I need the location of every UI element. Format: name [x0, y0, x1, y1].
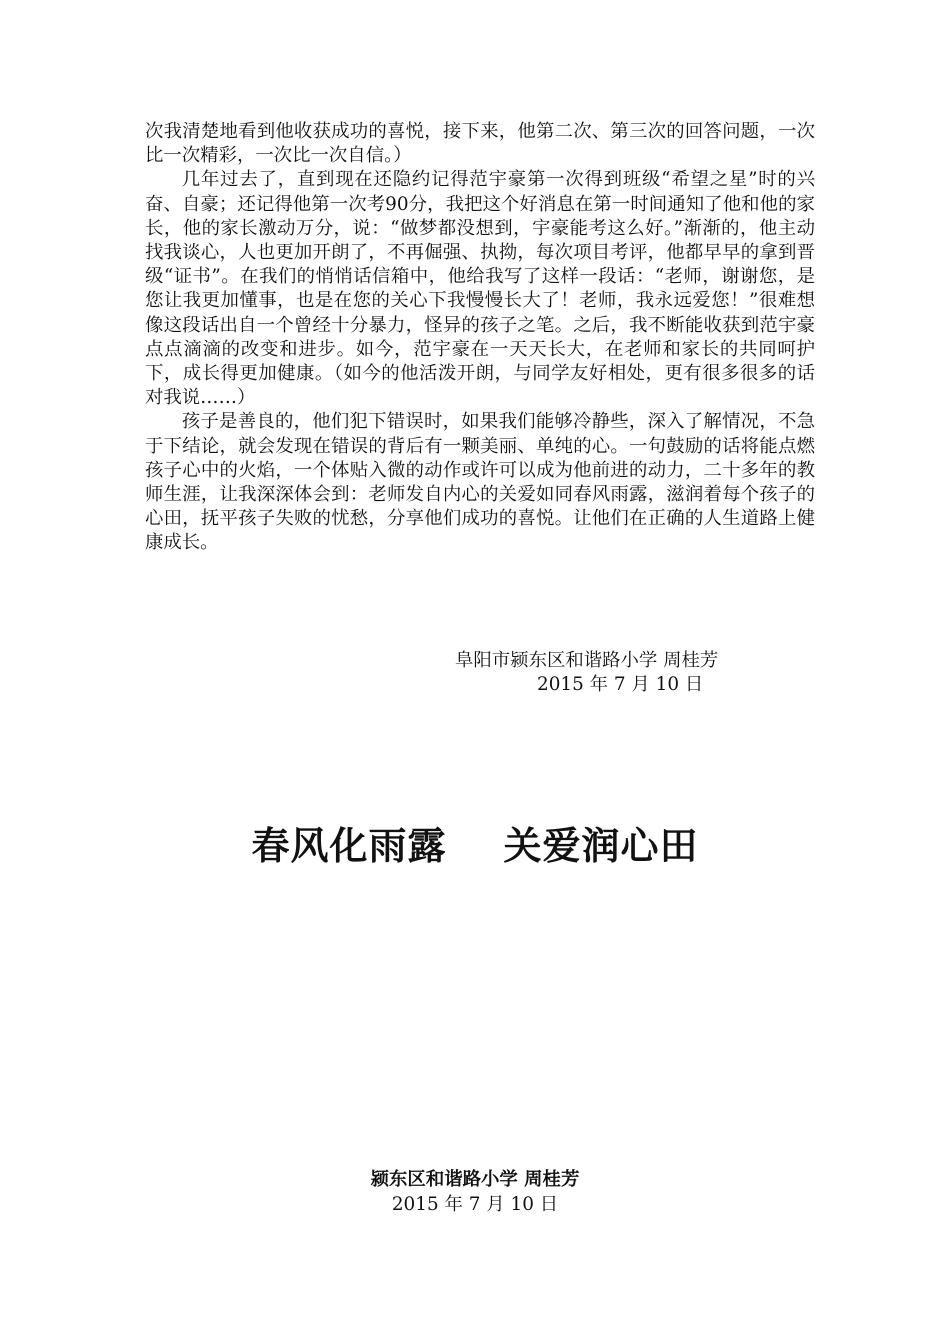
paragraph-continuation: 次我清楚地看到他收获成功的喜悦，接下来，他第二次、第三次的回答问题，一次比一次精彩，一次比一次自信。） — [145, 121, 815, 167]
author-signature-bottom: 颍东区和谐路小学 周桂芳 — [370, 1169, 580, 1190]
author-signature-top: 阜阳市颍东区和谐路小学 周桂芳 — [455, 650, 719, 671]
paragraph-years-later: 几年过去了，直到现在还隐约记得范宇豪第一次得到班级“希望之星”时的兴奋、自豪；还记得他第一次考90分，我把这个好消息在第一时间通知了他和他的家长，他的家长激动万分，说：“做梦都没想到，宇豪能考这么好。”渐渐的，他主动找我谈心，人也更加开朗了，不再倔强、执拗，每次项目考评，他都早早的拿到晋级“证书”。在我们的悄悄话信箱中，他给我写了这样一段话：“老师，谢谢您，是您让我更加懂事，也是在您的关心下我慢慢长大了！老师，我永远爱您！”很难想像这段话出自一个曾经十分暴力，怪异的孩子之笔。之后，我不断能收获到范宇豪点点滴滴的改变和进步。如今，范宇豪在一天天长大，在老师和家长的共同呵护下，成长得更加健康。（如今的他活泼开朗，与同学友好相处，更有很多很多的话对我说……） — [145, 169, 815, 409]
date-top: 2015 年 7 月 10 日 — [537, 674, 704, 695]
essay-body — [145, 120, 815, 556]
essay-title: 春风化雨露 关爱润心田 — [251, 823, 699, 868]
paragraph-conclusion: 孩子是善良的，他们犯下错误时，如果我们能够冷静些，深入了解情况，不急于下结论，就会发现在错误的背后有一颗美丽、单纯的心。一句鼓励的话将能点燃孩子心中的火焰，一个体贴入微的动作或许可以成为他前进的动力，二十多年的教师生涯，让我深深体会到：老师发自内心的关爱如同春风雨露，滋润着每个孩子的心田，抚平孩子失败的忧愁，分享他们成功的喜悦。让他们在正确的人生道路上健康成长。 — [145, 411, 815, 554]
date-bottom: 2015 年 7 月 10 日 — [391, 1194, 559, 1215]
